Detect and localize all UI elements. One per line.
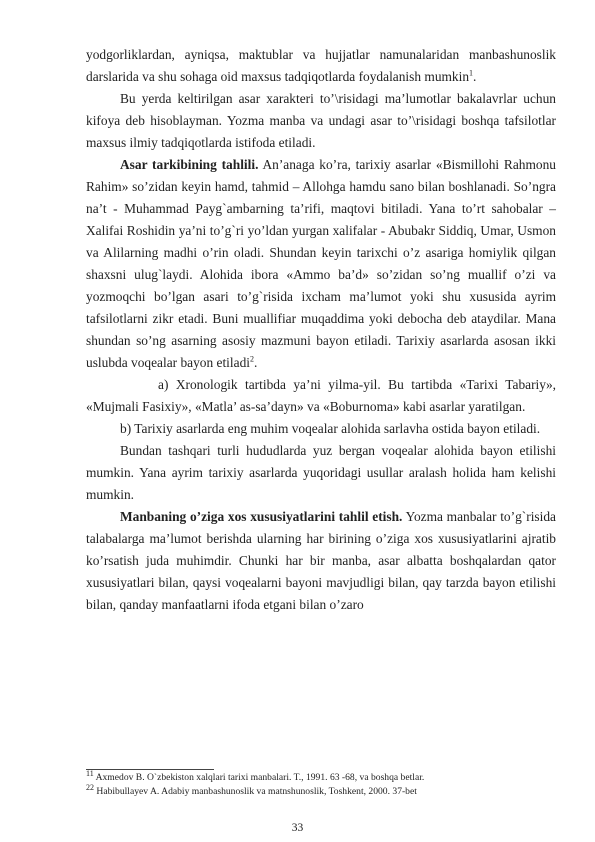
paragraph-7 xyxy=(86,506,556,616)
footnote-ref-2: 2 xyxy=(249,354,254,364)
footnote-2 xyxy=(86,782,417,798)
footnote-1-text: Axmedov B. O`zbekiston xalqlari tarixi manbalari. T., 1991. 63 -68, va boshqa betlar. xyxy=(93,772,425,783)
footnote-1-mark: 11 xyxy=(86,768,94,778)
paragraph-2: Bu yerda keltirilgan asar xarakteri to’\risidagi ma’lumotlar bakalavrlar uchun kifoya deb hisoblayman. Yozma manba va undagi asar to’\risidagi boshqa tafsilotlar maxsus ilmiy tadqiqotlarda istifoda etiladi. xyxy=(86,91,556,150)
list-item-b: b) Tarixiy asarlarda eng muhim voqealar alohida sarlavha ostida bayon etiladi. xyxy=(120,421,541,436)
paragraph-3-text: An’anaga ko’ra, tarixiy asarlar «Bismillohi Rahmonu Rahim» so’zidan keyin hamd, tahmid – Allohga hamdu sano bilan boshlanadi. So’ngra na’t - Muhammad Payg`ambarning ta’rifi, maqtovi bitiladi. Yana to’rt sahobalar – Xalifai Roshidin ya’ni to’g`ri yo’ldan yurgan xalifalar - Abubakr Siddiq, Umar, Usmon va Alilarning madhi o’rin oladi. Shundan keyin tarixchi o’z asariga homiylik qilgan shaxsni ulug`laydi. Alohida ibora «Ammo ba’d» so’zidan so’ng muallif o’zi va yozmoqchi bo’lgan asari to’g`risida ixcham ma’lumot yoki shu xususida ayrim tafsilotlarni zikr etadi. Buni muallifiar muqaddima yoki debocha deb ataydilar. Mana shundan so’ng asarning asosiy mazmuni bayon etiladi. Tarixiy asarlarda asosan ikki uslubda voqealar bayon etiladi xyxy=(86,157,556,370)
list-item-a: a) Xronologik tartibda ya’ni yilma-yil. Bu tartibda «Tarixi Tabariy», «Mujmali Fasixiy», «Matla’ as-sa’dayn» va «Boburnoma» kabi asarlar yaratilgan. xyxy=(86,377,556,414)
page-number: 33 xyxy=(291,822,304,834)
paragraph-3-end: . xyxy=(253,355,258,370)
paragraph-1 xyxy=(86,44,556,88)
paragraph-7-text: Yozma manbalar to’g`risida talabalarga ma’lumot berishda ularning har birining o’ziga xos xususiyatlarini ajratib ko’rsatish juda muhimdir. Chunki har bir manba, asar albatta boshqalardan qator xususiyatlari bilan, qaysi voqealarni bayoni mavjudligi bilan, qay tarzda bayon etilishi bilan, qanday manfaatlarni ifoda etgani bilan o’zaro xyxy=(86,509,556,612)
paragraph-1-text: yodgorliklardan, ayniqsa, maktublar va hujjatlar namunalaridan manbashunoslik darslarida va shu sohaga oid maxsus tadqiqotlarda foydalanish mumkin xyxy=(86,47,556,84)
paragraph-6: Bundan tashqari turli hududlarda yuz bergan voqealar alohida bayon etilishi mumkin. Yana ayrim tarixiy asarlarda yuqoridagi usullar aralash holida ham kelishi mumkin. xyxy=(86,443,556,502)
paragraph-3 xyxy=(86,154,556,374)
footnote-ref-1: 1 xyxy=(469,68,474,78)
footnote-2-mark: 22 xyxy=(86,782,94,792)
footnote-divider xyxy=(86,769,214,770)
footnote-1 xyxy=(86,768,425,784)
section-heading-structure: Asar tarkibining tahlili. xyxy=(120,157,259,172)
paragraph-1-end: . xyxy=(473,69,477,84)
body-text xyxy=(86,44,556,616)
footnote-2-text: Habibullayev A. Adabiy manbashunoslik va matnshunoslik, Toshkent, 2000. 37-bet xyxy=(94,786,417,797)
section-heading-features: Manbaning o’ziga xos xususiyatlarini tahlil etish. xyxy=(120,509,403,524)
